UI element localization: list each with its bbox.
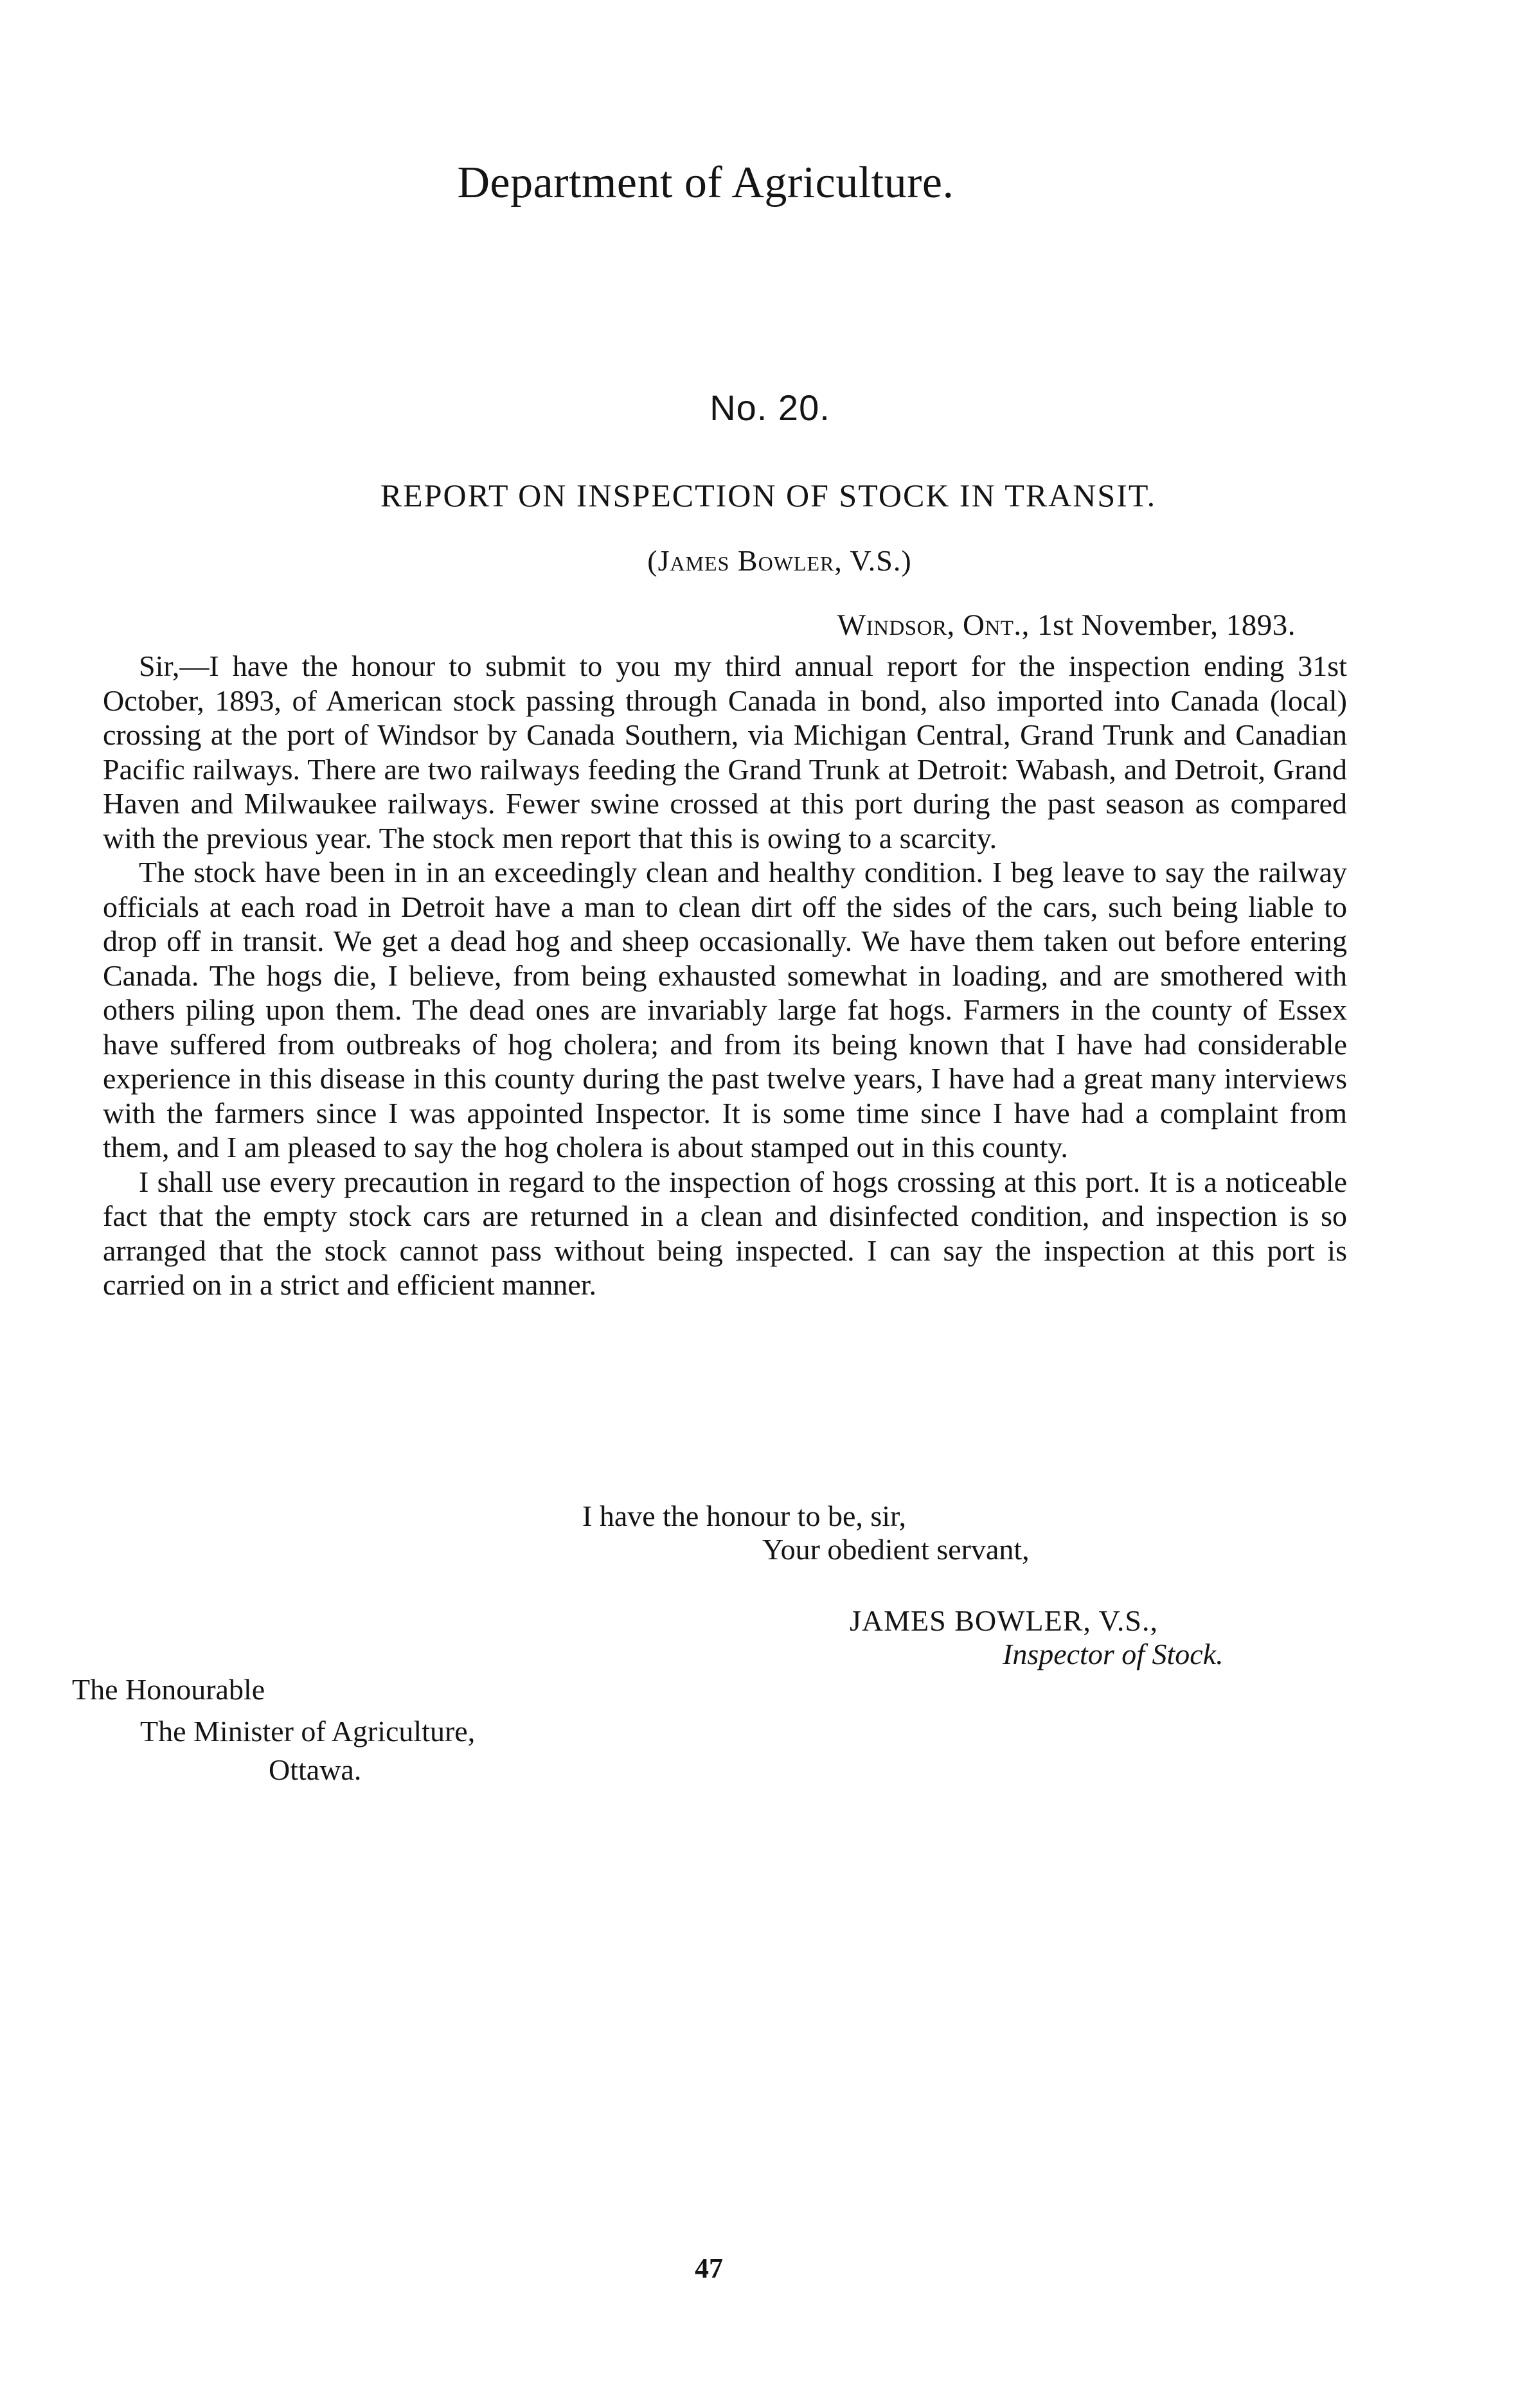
page-number: 47: [695, 2253, 723, 2284]
author-name: James Bowler: [657, 544, 835, 577]
department-heading: Department of Agriculture.: [457, 158, 954, 208]
report-author: [0, 544, 1527, 578]
author-open-paren: (: [647, 544, 658, 577]
report-title: REPORT ON INSPECTION OF STOCK IN TRANSIT.: [380, 477, 1157, 513]
report-place: Windsor, Ont.: [837, 608, 1022, 642]
addressee-line-2: The Minister of Agriculture,: [140, 1715, 476, 1748]
place-and-date: [837, 608, 1296, 642]
closing-servant: Your obedient servant,: [762, 1533, 1030, 1566]
author-suffix: , V.S.): [834, 544, 912, 577]
body-paragraph-3: I shall use every precaution in regard to the inspection of hogs crossing at this port. It is a noticeable fact that the empty stock cars are returned in a clean and disinfected condition, and inspection is so arranged that the stock cannot pass without being inspected. I can say the inspection at this port is carried on in a strict and efficient manner.: [103, 1165, 1347, 1301]
report-date: , 1st November, 1893.: [1021, 608, 1296, 642]
report-body: [103, 649, 1347, 1302]
body-paragraph-1: Sir,—I have the honour to submit to you my third annual report for the inspection ending 31st October, 1893, of American stock passing through Canada in bond, also imported into Canada (local) crossing at the port of Windsor by Canada Southern, via Michigan Central, Grand Trunk and Canadian Pacific railways. There are two railways feeding the Grand Trunk at Detroit: Wabash, and Detroit, Grand Haven and Milwaukee railways. Fewer swine crossed at this port during the past season as compared with the previous year. The stock men report that this is owing to a scarcity.: [103, 650, 1347, 854]
report-number: No. 20.: [710, 387, 830, 428]
signature-name: JAMES BOWLER, V.S.,: [850, 1604, 1158, 1637]
addressee-line-3: Ottawa.: [269, 1753, 362, 1786]
body-paragraph-2: The stock have been in in an exceedingly clean and healthy condition. I beg leave to say the railway officials at each road in Detroit have a man to clean dirt off the sides of the cars, such being liable to drop off in transit. We get a dead hog and sheep occasionally. We have them taken out before entering Canada. The hogs die, I believe, from being exhausted somewhat in loading, and are smothered with others piling upon them. The dead ones are invariably large fat hogs. Farmers in the county of Essex have suffered from outbreaks of hog cholera; and from its being known that I have had considerable experience in this disease in this county during the past twelve years, I have had a great many interviews with the farmers since I was appointed Inspector. It is some time since I have had a complaint from them, and I am pleased to say the hog cholera is about stamped out in this county.: [103, 856, 1347, 1164]
addressee-line-1: The Honourable: [72, 1673, 265, 1706]
signature-title: Inspector of Stock.: [1003, 1638, 1224, 1670]
closing-salutation: I have the honour to be, sir,: [582, 1500, 907, 1532]
